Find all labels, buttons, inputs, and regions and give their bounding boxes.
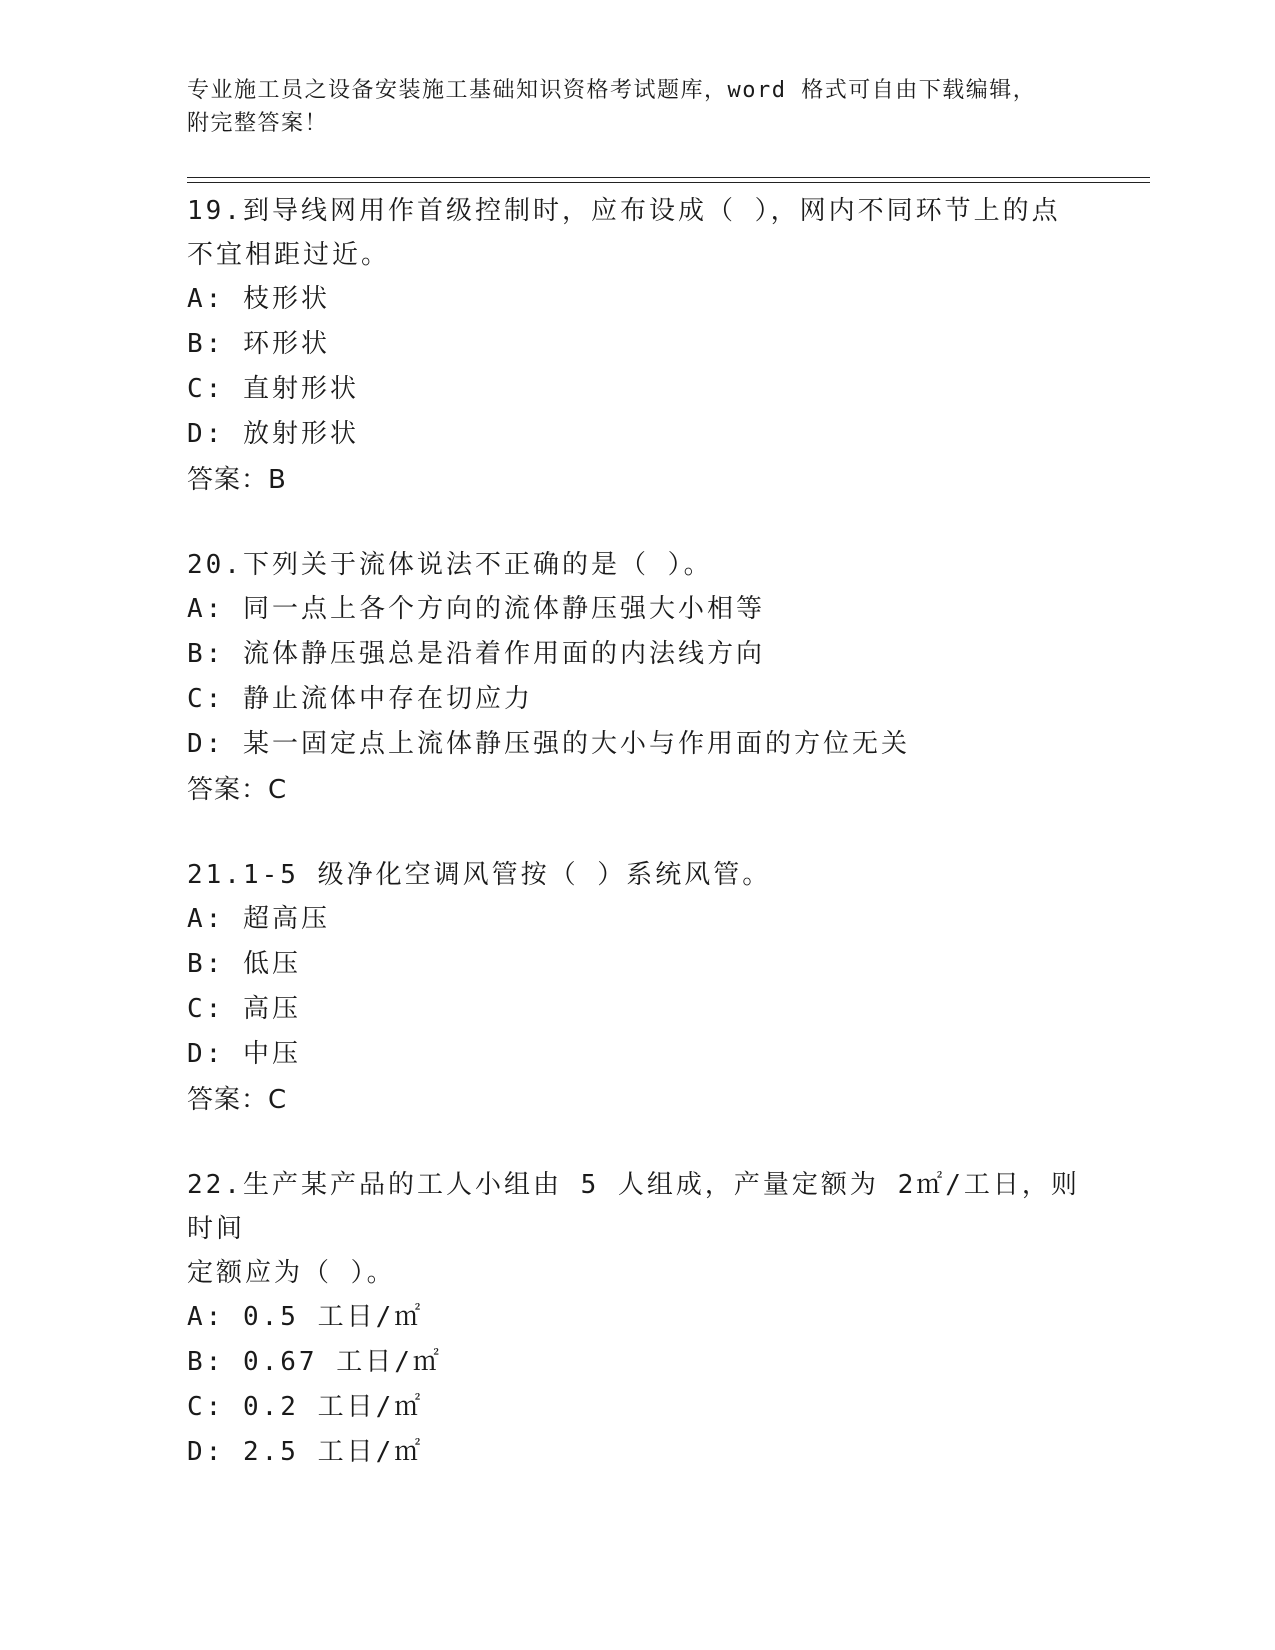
question-19 bbox=[187, 189, 1107, 503]
option-a: A: 超高压 bbox=[187, 904, 330, 934]
question-list bbox=[187, 189, 1107, 1515]
header-note-line-2: 附完整答案！ bbox=[187, 111, 329, 136]
option-b: B: 0.67 工日/㎡ bbox=[187, 1347, 442, 1377]
option-d: D: 2.5 工日/㎡ bbox=[187, 1437, 424, 1467]
question-21 bbox=[187, 853, 1107, 1123]
header-note-line-1: 专业施工员之设备安装施工基础知识资格考试题库，word 格式可自由下载编辑， bbox=[187, 78, 1037, 103]
question-stem: 20.下列关于流体说法不正确的是（ ）。 bbox=[187, 550, 713, 580]
option-b: B: 流体静压强总是沿着作用面的内法线方向 bbox=[187, 639, 765, 669]
option-c: C: 0.2 工日/㎡ bbox=[187, 1392, 424, 1422]
option-c: C: 高压 bbox=[187, 994, 301, 1024]
option-c: C: 直射形状 bbox=[187, 374, 359, 404]
option-d: D: 某一固定点上流体静压强的大小与作用面的方位无关 bbox=[187, 729, 910, 759]
header-divider-bottom bbox=[187, 182, 1150, 183]
option-a: A: 同一点上各个方向的流体静压强大小相等 bbox=[187, 594, 765, 624]
question-stem: 21.1-5 级净化空调风管按（ ）系统风管。 bbox=[187, 860, 772, 890]
option-c: C: 静止流体中存在切应力 bbox=[187, 684, 533, 714]
header-note bbox=[187, 74, 1087, 140]
answer: 答案：C bbox=[187, 775, 288, 805]
option-a: A: 枝形状 bbox=[187, 284, 330, 314]
question-stem-continued: 不宜相距过近。 bbox=[187, 240, 391, 270]
question-stem: 22.生产某产品的工人小组由 5 人组成，产量定额为 2㎡/工日，则时间 bbox=[187, 1170, 1080, 1244]
question-stem-continued: 定额应为（ ）。 bbox=[187, 1258, 396, 1288]
answer: 答案：C bbox=[187, 1085, 288, 1115]
option-b: B: 环形状 bbox=[187, 329, 330, 359]
option-b: B: 低压 bbox=[187, 949, 301, 979]
option-d: D: 中压 bbox=[187, 1039, 301, 1069]
question-stem: 19.到导线网用作首级控制时，应布设成（ ），网内不同环节上的点 bbox=[187, 196, 1061, 226]
question-22 bbox=[187, 1163, 1107, 1475]
option-a: A: 0.5 工日/㎡ bbox=[187, 1302, 424, 1332]
answer: 答案：B bbox=[187, 465, 287, 495]
question-20 bbox=[187, 543, 1107, 813]
option-d: D: 放射形状 bbox=[187, 419, 359, 449]
header-divider-top bbox=[187, 177, 1150, 178]
